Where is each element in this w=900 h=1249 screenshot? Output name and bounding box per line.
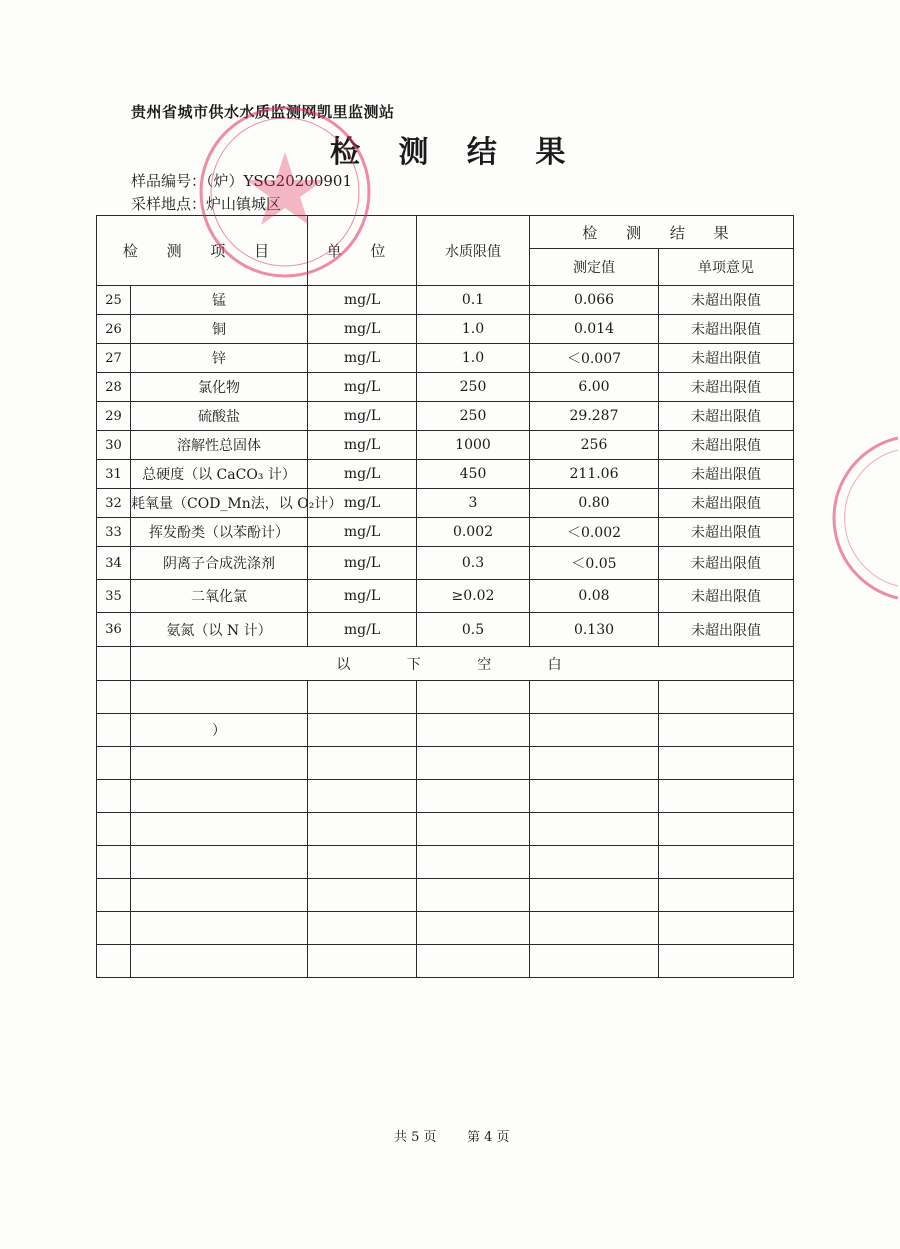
- empty-cell: [131, 879, 308, 912]
- header-limit: 水质限值: [417, 216, 530, 286]
- empty-row: [97, 813, 794, 846]
- item-name: 耗氧量（COD_Mn法，以 O₂计）: [131, 489, 308, 518]
- results-table: [96, 215, 794, 978]
- opinion: 未超出限值: [659, 344, 794, 373]
- opinion: 未超出限值: [659, 402, 794, 431]
- row-number: 35: [97, 580, 131, 613]
- empty-cell: [97, 714, 131, 747]
- empty-cell: [308, 912, 417, 945]
- item-name: 硫酸盐: [131, 402, 308, 431]
- table-row: [97, 315, 794, 344]
- row-number: 34: [97, 547, 131, 580]
- empty-cell: [530, 879, 659, 912]
- opinion: 未超出限值: [659, 373, 794, 402]
- measured-value: ＜0.05: [530, 547, 659, 580]
- item-name: 锌: [131, 344, 308, 373]
- empty-cell: [417, 780, 530, 813]
- table-row: [97, 547, 794, 580]
- item-name: 氨氮（以 N 计）: [131, 613, 308, 647]
- unit: mg/L: [308, 489, 417, 518]
- empty-cell: [530, 747, 659, 780]
- empty-cell: [308, 681, 417, 714]
- empty-cell: [308, 879, 417, 912]
- sampling-location: 采样地点：炉山镇城区: [131, 195, 282, 213]
- empty-cell: [417, 714, 530, 747]
- empty-cell: [530, 912, 659, 945]
- unit: mg/L: [308, 518, 417, 547]
- empty-cell: [530, 714, 659, 747]
- unit: mg/L: [308, 613, 417, 647]
- empty-cell: [417, 813, 530, 846]
- limit-value: 1.0: [417, 315, 530, 344]
- empty-cell: [308, 813, 417, 846]
- partial-seal-stamp: [830, 430, 900, 605]
- blank-note-row: [97, 647, 794, 681]
- unit: mg/L: [308, 547, 417, 580]
- item-name: 阴离子合成洗涤剂: [131, 547, 308, 580]
- opinion: 未超出限值: [659, 315, 794, 344]
- empty-row: [97, 846, 794, 879]
- limit-value: 1.0: [417, 344, 530, 373]
- empty-row: [97, 945, 794, 978]
- empty-cell: [530, 780, 659, 813]
- table-row: [97, 460, 794, 489]
- empty-cell: [308, 780, 417, 813]
- stray-mark: ）: [131, 714, 308, 747]
- limit-value: 0.002: [417, 518, 530, 547]
- unit: mg/L: [308, 344, 417, 373]
- empty-cell: [97, 647, 131, 681]
- opinion: 未超出限值: [659, 460, 794, 489]
- limit-value: ≥0.02: [417, 580, 530, 613]
- opinion: 未超出限值: [659, 286, 794, 315]
- limit-value: 250: [417, 402, 530, 431]
- unit: mg/L: [308, 373, 417, 402]
- item-name: 挥发酚类（以苯酚计）: [131, 518, 308, 547]
- row-number: 32: [97, 489, 131, 518]
- empty-cell: [530, 945, 659, 978]
- unit: mg/L: [308, 402, 417, 431]
- opinion: 未超出限值: [659, 547, 794, 580]
- empty-cell: [659, 714, 794, 747]
- unit: mg/L: [308, 431, 417, 460]
- row-number: 27: [97, 344, 131, 373]
- empty-cell: [97, 912, 131, 945]
- item-name: 铜: [131, 315, 308, 344]
- header-opinion: 单项意见: [659, 249, 794, 286]
- total-pages: 共 5 页: [394, 1130, 437, 1145]
- empty-cell: [417, 912, 530, 945]
- row-number: 26: [97, 315, 131, 344]
- header-unit: 单 位: [308, 216, 417, 286]
- page-title: 检 测 结 果: [330, 135, 580, 170]
- measured-value: 0.014: [530, 315, 659, 344]
- empty-cell: [97, 780, 131, 813]
- empty-cell: [659, 879, 794, 912]
- empty-cell: [308, 747, 417, 780]
- empty-row: [97, 681, 794, 714]
- organization-name: 贵州省城市供水水质监测网凯里监测站: [131, 103, 395, 121]
- empty-cell: [659, 912, 794, 945]
- limit-value: 0.1: [417, 286, 530, 315]
- empty-cell: [97, 846, 131, 879]
- item-name: 溶解性总固体: [131, 431, 308, 460]
- measured-value: 0.066: [530, 286, 659, 315]
- measured-value: 211.06: [530, 460, 659, 489]
- limit-value: 250: [417, 373, 530, 402]
- empty-cell: [131, 813, 308, 846]
- unit: mg/L: [308, 315, 417, 344]
- limit-value: 3: [417, 489, 530, 518]
- empty-row: [97, 780, 794, 813]
- table-row: [97, 580, 794, 613]
- empty-cell: [659, 780, 794, 813]
- table-row: [97, 286, 794, 315]
- empty-cell: [97, 813, 131, 846]
- sample-number: 样品编号：（炉）YSG20200901: [131, 172, 353, 190]
- empty-cell: [97, 879, 131, 912]
- empty-cell: [659, 747, 794, 780]
- measured-value: ＜0.002: [530, 518, 659, 547]
- header-measured: 测定值: [530, 249, 659, 286]
- empty-row: [97, 714, 794, 747]
- empty-cell: [97, 747, 131, 780]
- limit-value: 0.5: [417, 613, 530, 647]
- page-number: 第 4 页: [467, 1130, 510, 1145]
- opinion: 未超出限值: [659, 431, 794, 460]
- limit-value: 1000: [417, 431, 530, 460]
- empty-cell: [131, 912, 308, 945]
- table-row: [97, 518, 794, 547]
- row-number: 30: [97, 431, 131, 460]
- empty-cell: [659, 813, 794, 846]
- empty-row: [97, 747, 794, 780]
- measured-value: 0.08: [530, 580, 659, 613]
- empty-cell: [97, 945, 131, 978]
- table-row: [97, 431, 794, 460]
- item-name: 氯化物: [131, 373, 308, 402]
- empty-cell: [530, 681, 659, 714]
- empty-cell: [530, 813, 659, 846]
- empty-cell: [131, 846, 308, 879]
- measured-value: 6.00: [530, 373, 659, 402]
- measured-value: ＜0.007: [530, 344, 659, 373]
- blank-note: 以 下 空 白: [131, 647, 794, 681]
- measured-value: 29.287: [530, 402, 659, 431]
- row-number: 31: [97, 460, 131, 489]
- empty-cell: [417, 747, 530, 780]
- empty-cell: [131, 747, 308, 780]
- empty-cell: [131, 945, 308, 978]
- item-name: 总硬度（以 CaCO₃ 计）: [131, 460, 308, 489]
- unit: mg/L: [308, 286, 417, 315]
- limit-value: 0.3: [417, 547, 530, 580]
- empty-cell: [417, 681, 530, 714]
- empty-cell: [131, 681, 308, 714]
- empty-cell: [417, 846, 530, 879]
- opinion: 未超出限值: [659, 613, 794, 647]
- table-row: [97, 489, 794, 518]
- empty-cell: [659, 846, 794, 879]
- row-number: 28: [97, 373, 131, 402]
- table-row: [97, 344, 794, 373]
- empty-row: [97, 879, 794, 912]
- unit: mg/L: [308, 580, 417, 613]
- header-results: 检 测 结 果: [530, 216, 794, 249]
- item-name: 二氧化氯: [131, 580, 308, 613]
- limit-value: 450: [417, 460, 530, 489]
- empty-cell: [308, 714, 417, 747]
- opinion: 未超出限值: [659, 580, 794, 613]
- empty-cell: [417, 945, 530, 978]
- table-header-row: [97, 216, 794, 249]
- opinion: 未超出限值: [659, 518, 794, 547]
- measured-value: 256: [530, 431, 659, 460]
- measured-value: 0.80: [530, 489, 659, 518]
- row-number: 33: [97, 518, 131, 547]
- table-row: [97, 402, 794, 431]
- empty-cell: [97, 681, 131, 714]
- table-row: [97, 613, 794, 647]
- empty-cell: [659, 681, 794, 714]
- row-number: 25: [97, 286, 131, 315]
- empty-row: [97, 912, 794, 945]
- unit: mg/L: [308, 460, 417, 489]
- measured-value: 0.130: [530, 613, 659, 647]
- empty-cell: [417, 879, 530, 912]
- header-item: 检 测 项 目: [97, 216, 308, 286]
- row-number: 29: [97, 402, 131, 431]
- table-row: [97, 373, 794, 402]
- item-name: 锰: [131, 286, 308, 315]
- opinion: 未超出限值: [659, 489, 794, 518]
- empty-cell: [308, 846, 417, 879]
- row-number: 36: [97, 613, 131, 647]
- empty-cell: [530, 846, 659, 879]
- empty-cell: [131, 780, 308, 813]
- empty-cell: [308, 945, 417, 978]
- empty-cell: [659, 945, 794, 978]
